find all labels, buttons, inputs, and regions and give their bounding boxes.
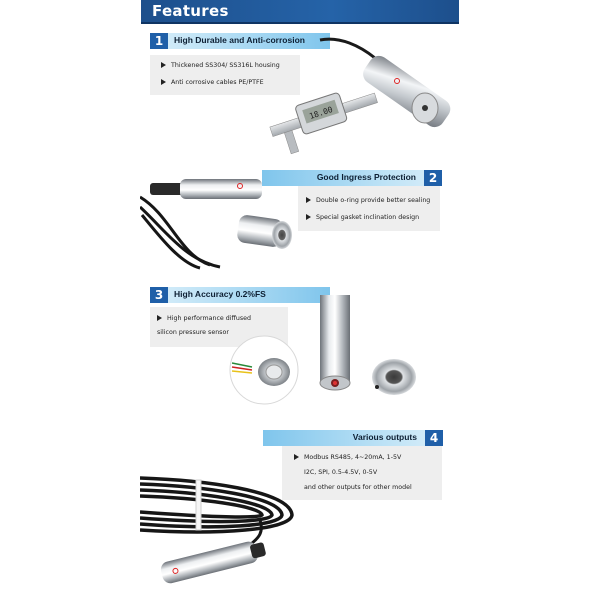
feature-4-illustration [140, 460, 300, 585]
feature-1-illustration [260, 28, 460, 156]
list-item: Thickened SS304/ SS316L housing [161, 62, 280, 70]
feature-4-box [282, 446, 442, 500]
bullet-triangle-icon [157, 315, 162, 321]
feature-3-badge: 3 [150, 287, 168, 303]
sensor-cable-coil-image [140, 460, 300, 585]
list-item: Anti corrosive cables PE/PTFE [161, 79, 264, 87]
feature-4-title: Various outputs [352, 432, 417, 442]
feature-1-badge: 1 [150, 33, 168, 49]
feature-3-illustration [222, 295, 422, 405]
bullet-triangle-icon [161, 62, 166, 68]
sensor-probe-caliper-image [260, 28, 460, 156]
feature-2-badge: 2 [424, 170, 442, 186]
feature-2-title: Good Ingress Protection [316, 172, 416, 182]
list-item: I2C, SPI, 0.5-4.5V, 0-5V [304, 469, 378, 476]
feature-4-bar [263, 430, 443, 446]
bullet-triangle-icon [161, 79, 166, 85]
list-item: and other outputs for other model [304, 484, 412, 491]
features-header [141, 0, 459, 24]
feature-3-title: High Accuracy 0.2%FS [174, 289, 266, 299]
feature-1-title: High Durable and Anti-corrosion [174, 35, 305, 45]
sensor-parts-image [222, 295, 422, 405]
sensor-with-cable-image [140, 175, 300, 270]
list-item: High performance diffused [157, 315, 251, 323]
feature-2-illustration [140, 175, 300, 270]
list-item: Modbus RS485, 4~20mA, 1-5V [294, 454, 401, 462]
bullet-triangle-icon [306, 197, 311, 203]
list-item: Double o-ring provide better sealing [306, 197, 430, 205]
feature-4-badge: 4 [425, 430, 443, 446]
feature-2-box [298, 186, 440, 231]
bullet-triangle-icon [306, 214, 311, 220]
list-item: silicon pressure sensor [157, 329, 229, 336]
caliper-display: 18.00 [308, 105, 334, 122]
header-title: Features [152, 2, 229, 20]
list-item: Special gasket inclination design [306, 214, 419, 222]
